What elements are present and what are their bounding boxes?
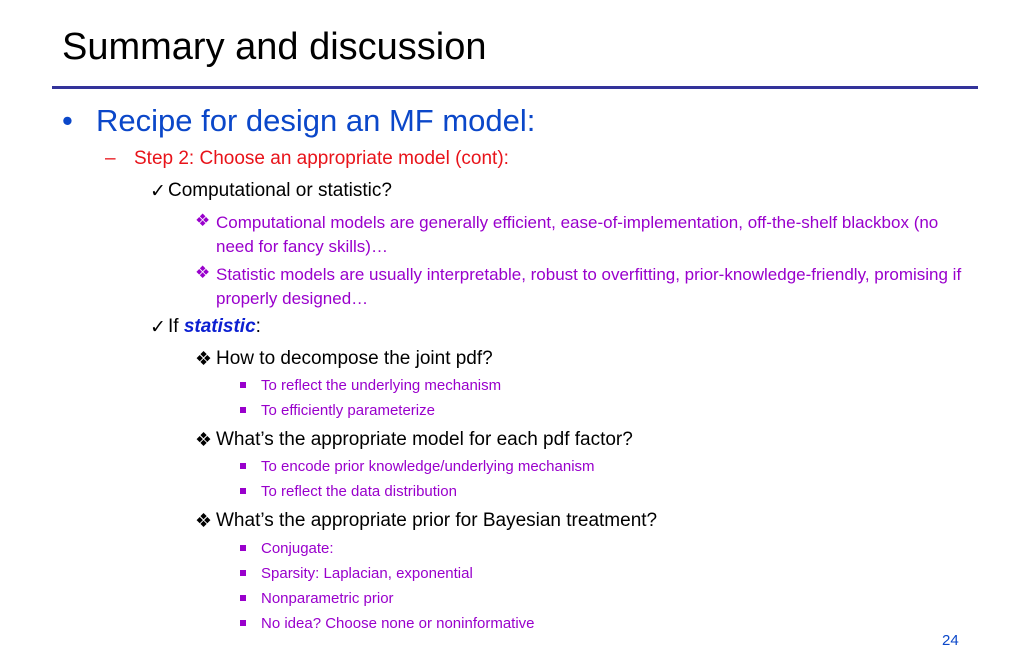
square-bullet-icon [240,382,246,388]
subquestion-text: What’s the appropriate model for each pdf factor? [216,429,633,450]
point-text: Computational models are generally efficient, ease-of-implementation, off-the-shelf blackbox (no need for fancy skills)… [216,213,939,256]
square-bullet-icon [240,570,246,576]
colon-suffix: : [255,316,261,337]
square-bullet-icon [240,545,246,551]
question-text [168,316,261,338]
list-item-text: No idea? Choose none or noninformative [261,615,535,632]
square-bullet-icon [240,620,246,626]
step-text: Step 2: Choose an appropriate model (cont): [134,148,509,169]
square-bullet-icon [240,407,246,413]
question-text: Computational or statistic? [168,180,392,201]
list-item-text: To efficiently parameterize [261,402,435,419]
list-item-text: To reflect the underlying mechanism [261,377,502,394]
diamond-icon: ❖ [195,211,211,230]
point-text: Statistic models are usually interpretable, robust to overfitting, prior-knowledge-friendly, promising if properly designed… [216,265,962,308]
square-bullet-icon [240,595,246,601]
page-number: 24 [942,632,959,649]
list-item-text: Nonparametric prior [261,590,394,607]
list-item-text: Conjugate: [261,540,334,557]
heading-text: Recipe for design an MF model: [96,103,536,138]
diamond-icon: ❖ [195,430,213,451]
title-divider [52,86,978,89]
list-item-text: To reflect the data distribution [261,483,457,500]
check-icon: ✓ [150,317,166,338]
check-icon: ✓ [150,181,166,202]
diamond-icon: ❖ [195,511,213,532]
slide-title: Summary and discussion [62,26,487,68]
subquestion-text: How to decompose the joint pdf? [216,348,493,369]
square-bullet-icon [240,488,246,494]
list-item-text: Sparsity: Laplacian, exponential [261,565,473,582]
dash-icon: – [105,148,116,169]
subquestion-text: What’s the appropriate prior for Bayesian treatment? [216,510,658,531]
emphasis-statistic: statistic [183,316,256,337]
list-item-text: To encode prior knowledge/underlying mechanism [261,458,595,475]
diamond-icon: ❖ [195,349,213,370]
diamond-icon: ❖ [195,263,211,282]
square-bullet-icon [240,463,246,469]
bullet-icon: • [62,103,73,138]
if-prefix: If [168,316,184,337]
